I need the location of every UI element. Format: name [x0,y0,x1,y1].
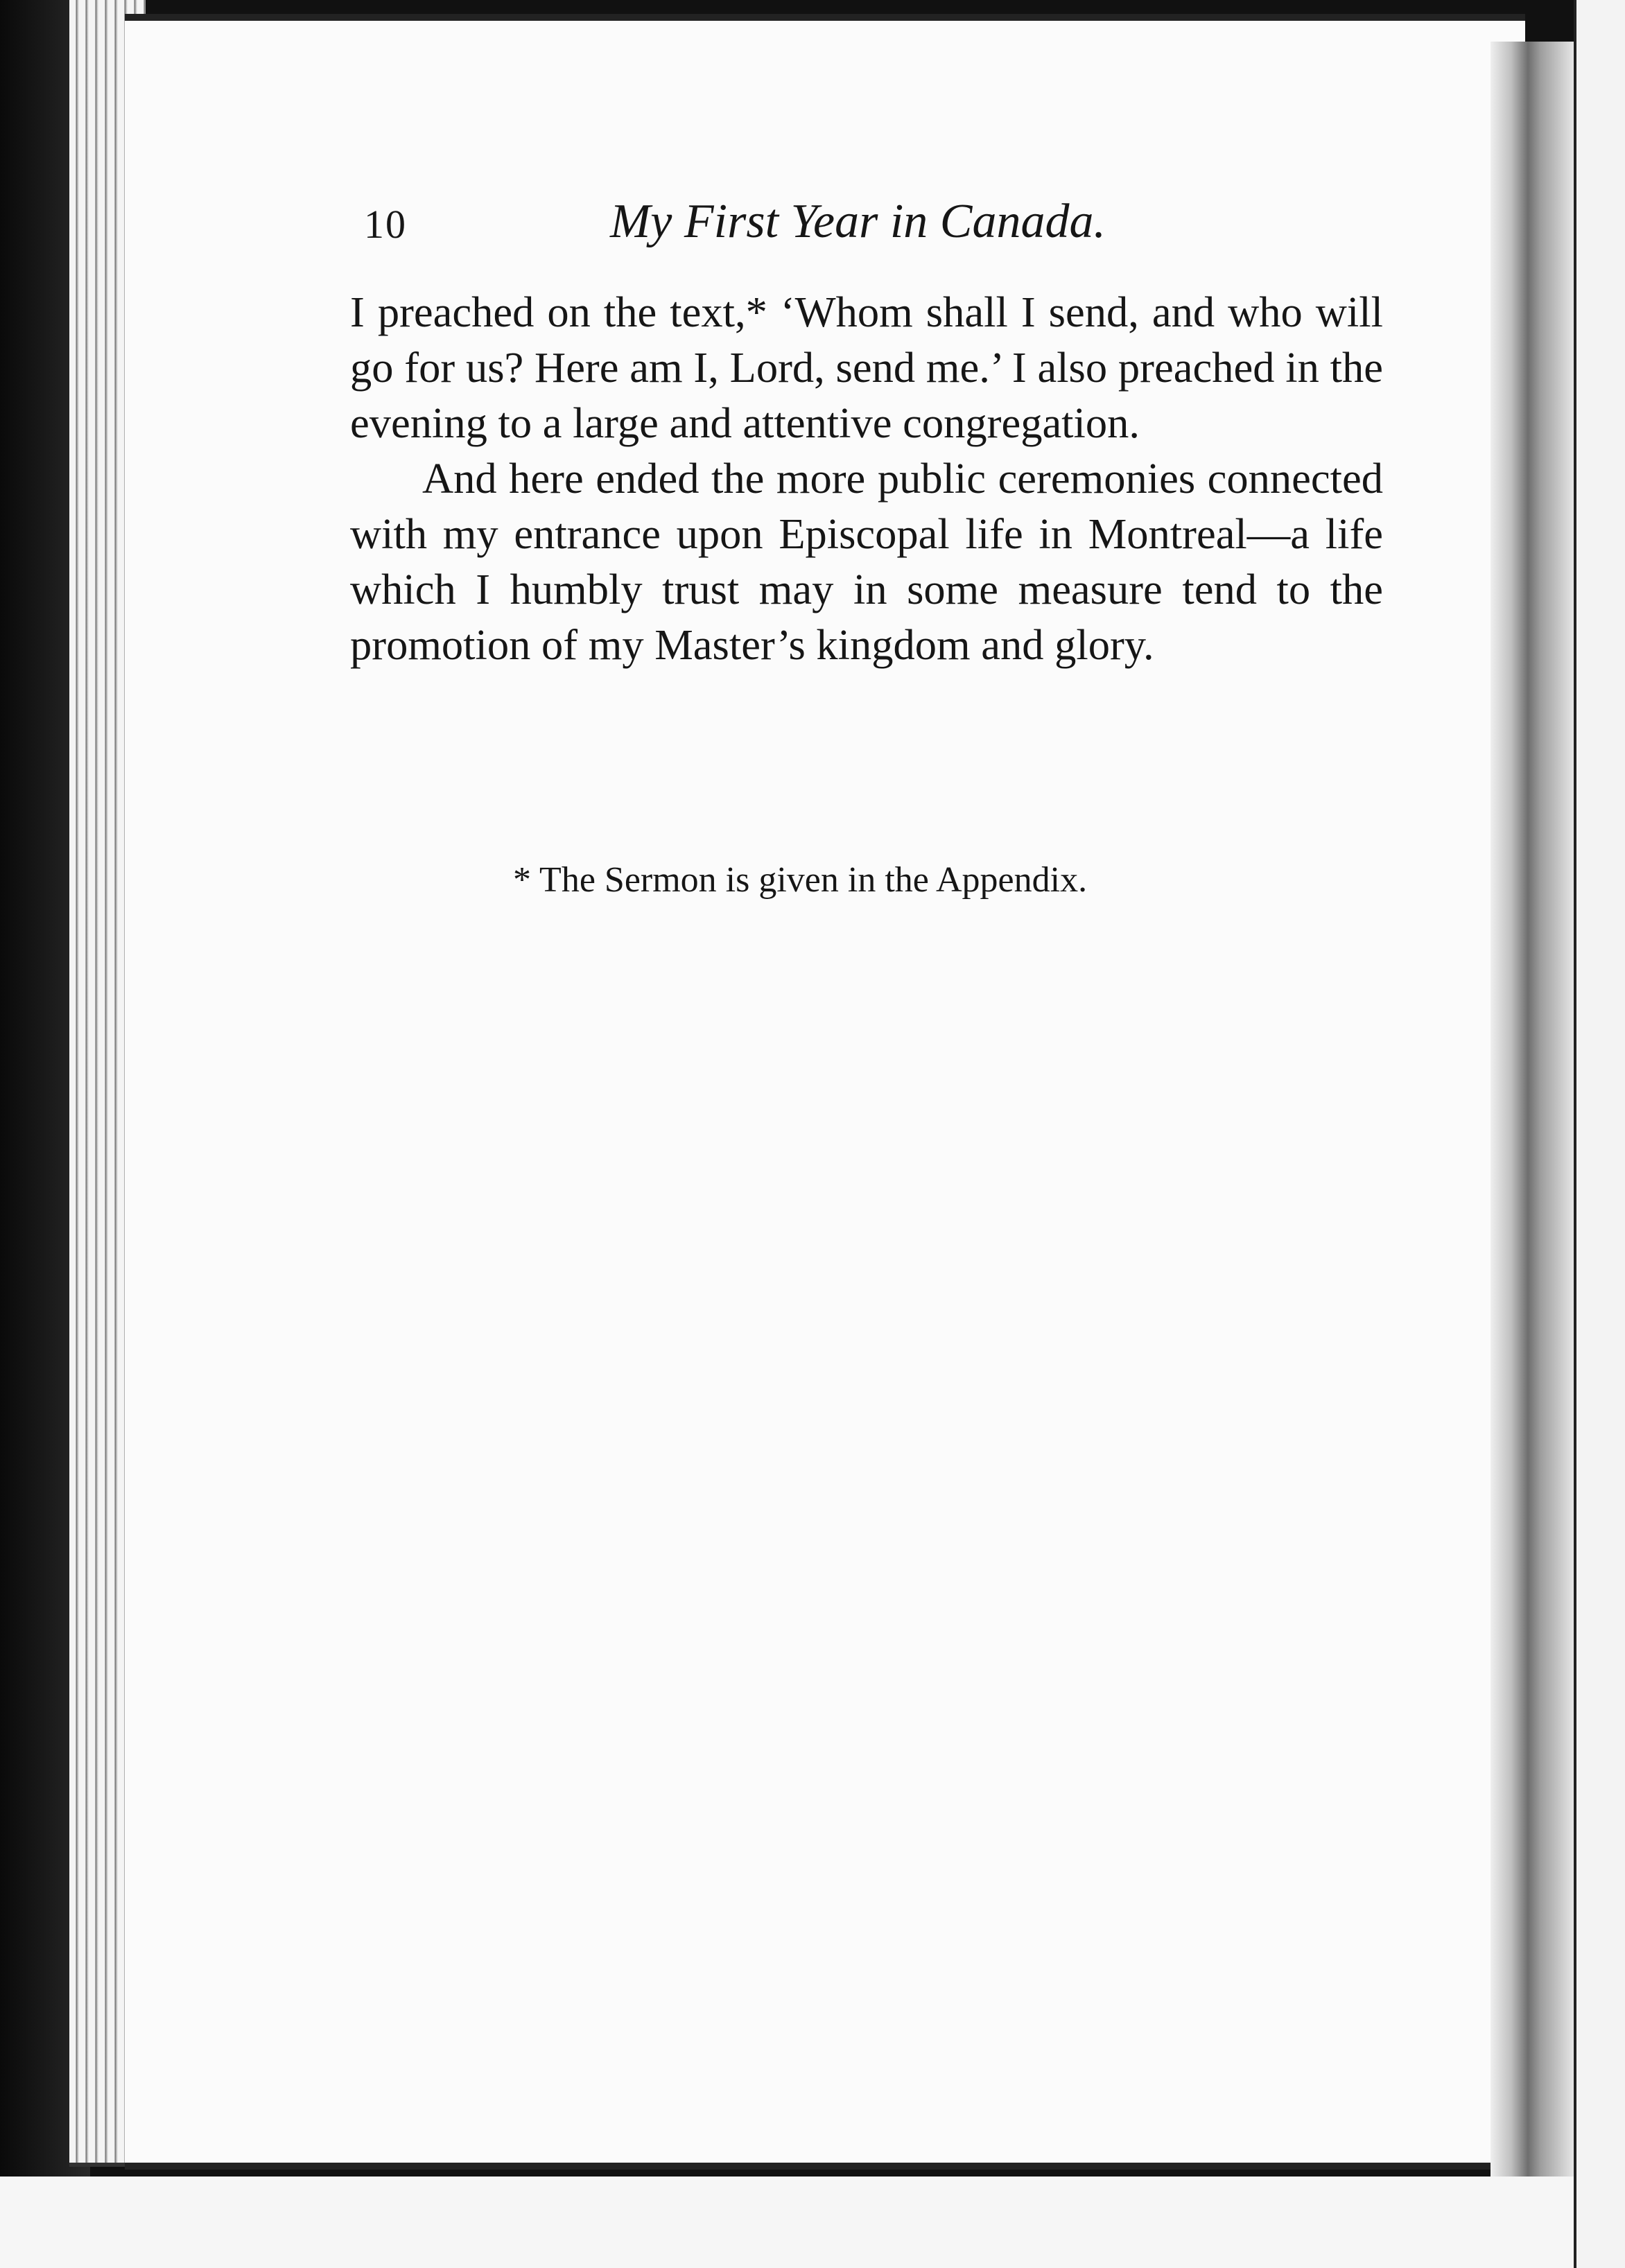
paragraph: And here ended the more public ceremonies connected with my entrance upon Episcopal life in Montreal—a life which I humbly trust may in some measure tend to the promotion of my Master’s kingdom and glory. [350,454,1383,669]
scan-background-bottom [0,2177,1625,2268]
footnote: * The Sermon is given in the Appendix. [513,860,1088,900]
scan-background-right [1574,0,1625,2268]
body-text [350,284,1383,672]
running-title: My First Year in Canada. [610,195,1106,248]
book-spine-shadow [1491,42,1574,2177]
paragraph: I preached on the text,* ‘Whom shall I send, and who will go for us? Here am I, Lord, send me.’ I also preached in the evening to a large and attentive congregation. [350,288,1383,447]
page-header [364,187,1383,263]
page-number: 10 [364,202,407,247]
